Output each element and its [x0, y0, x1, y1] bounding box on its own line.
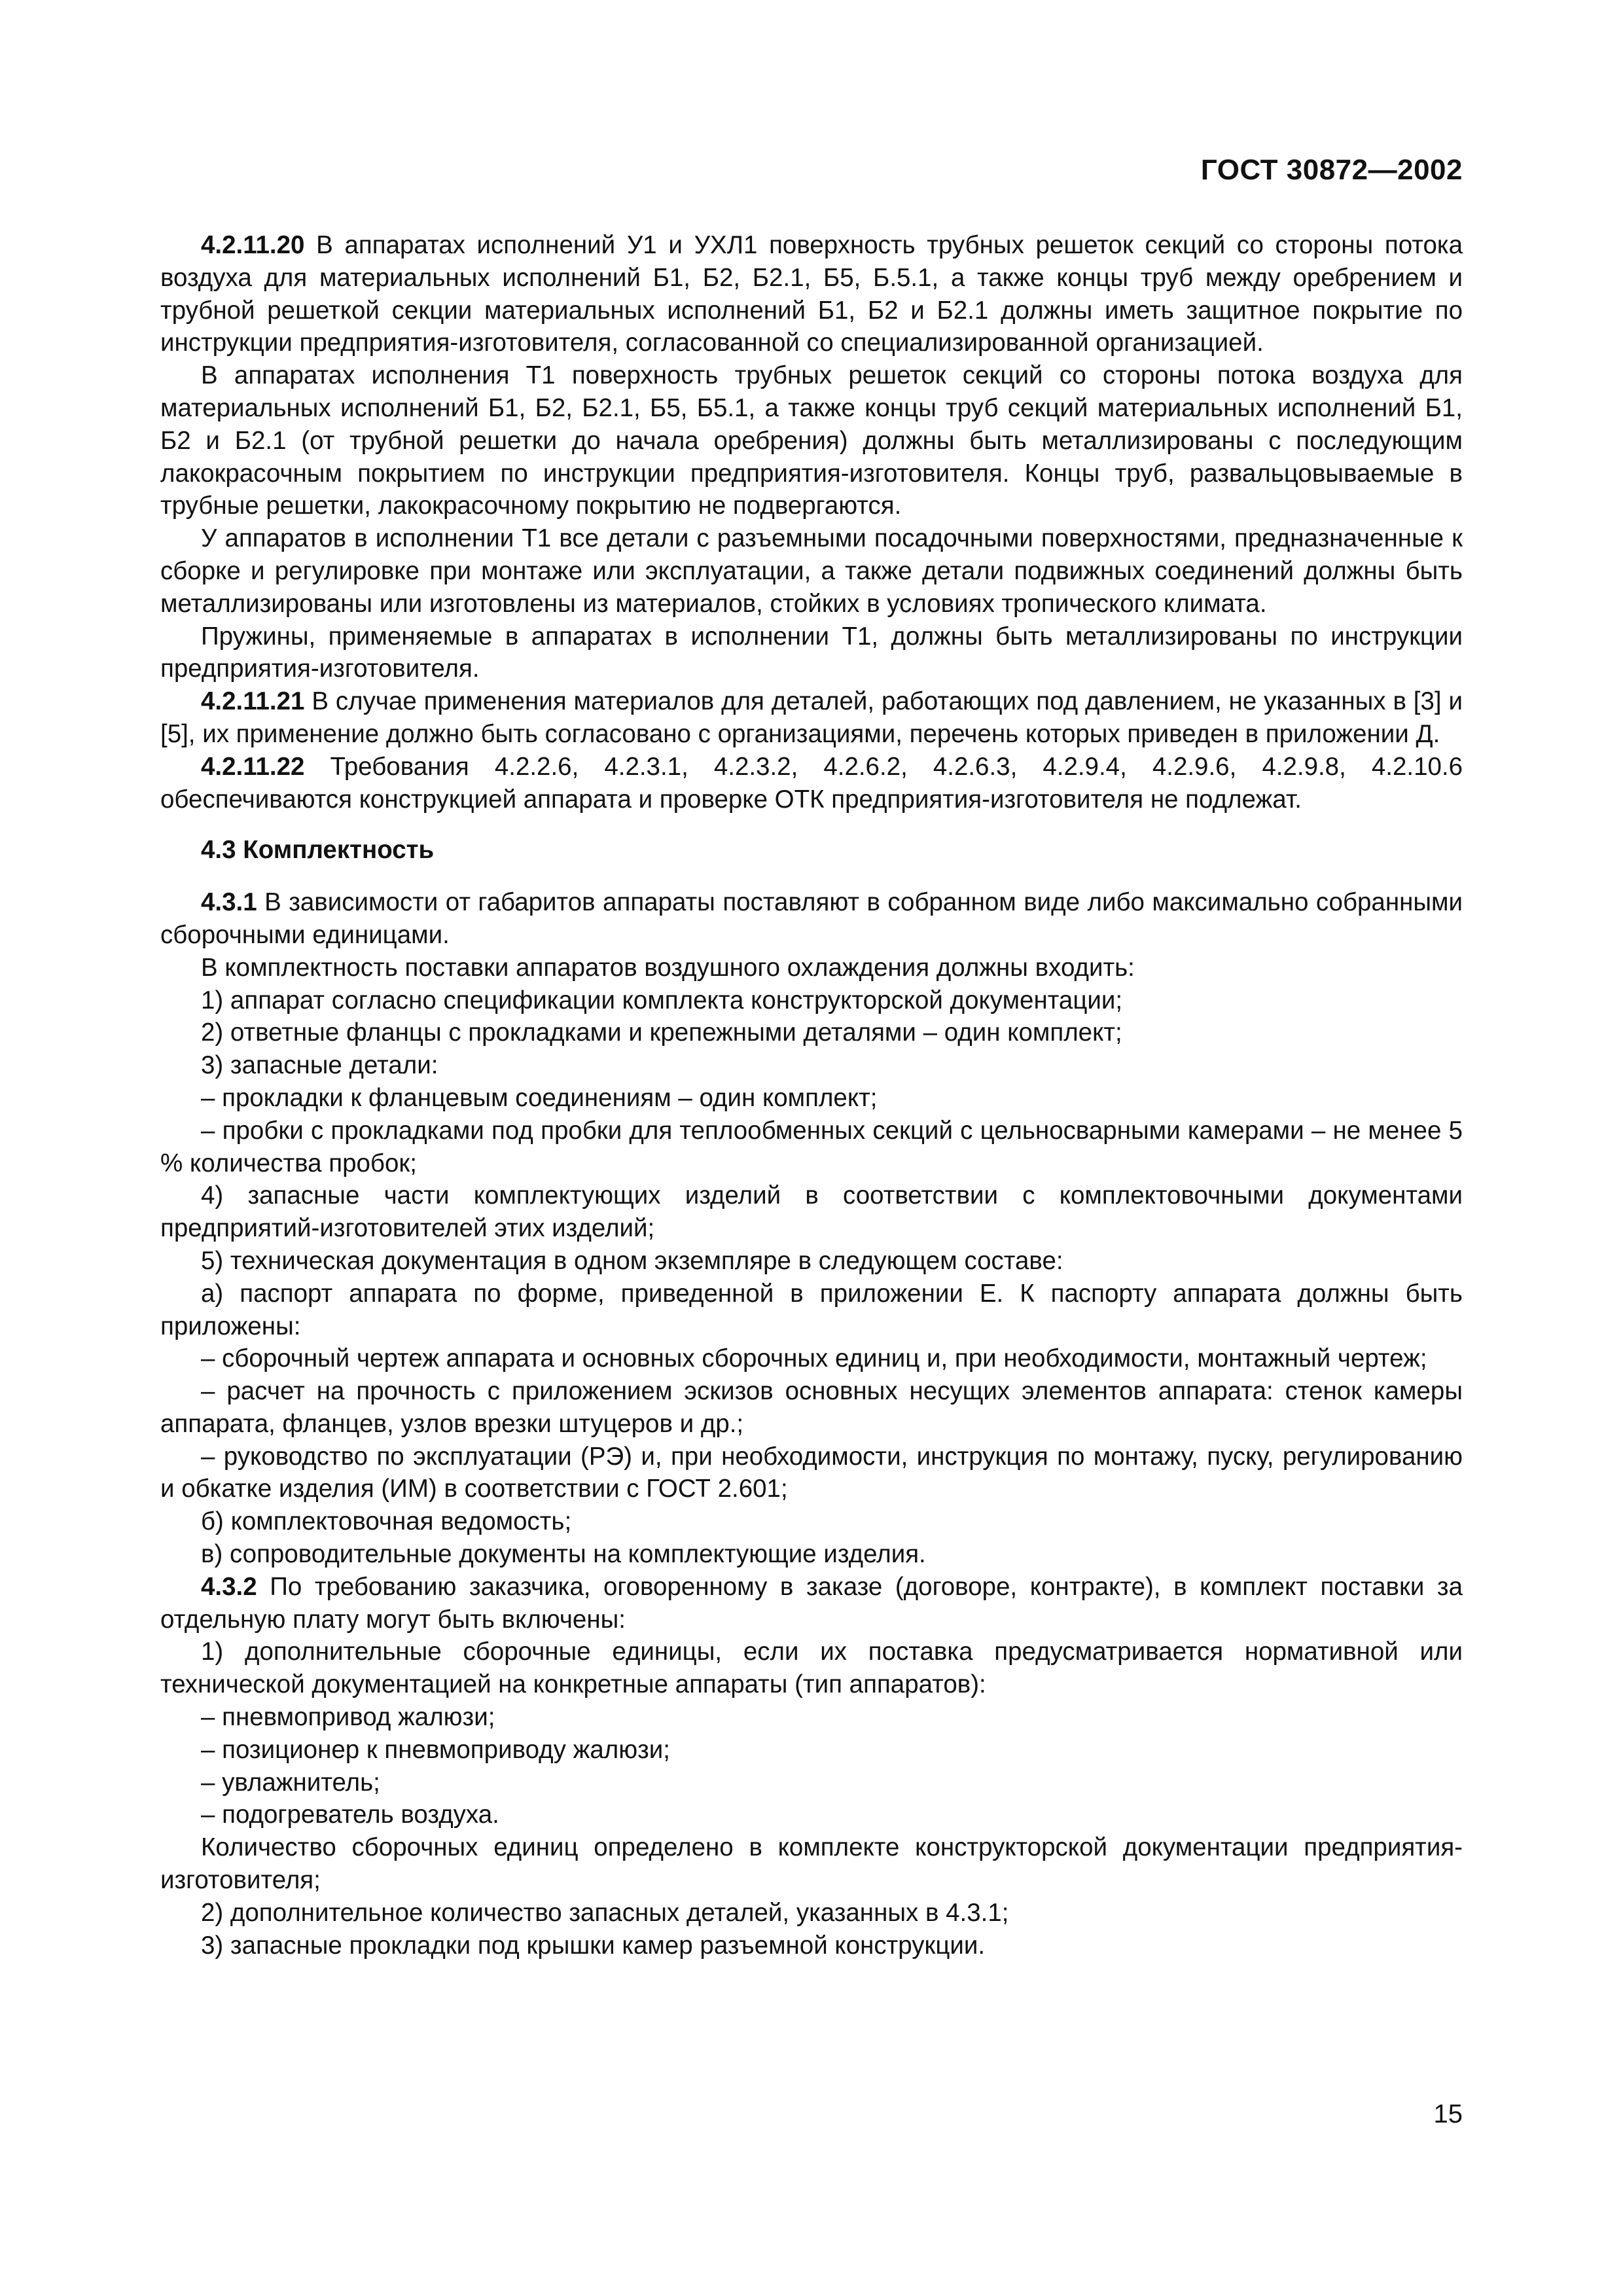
list-item — [160, 1375, 1463, 1441]
paragraph — [160, 359, 1463, 522]
clause-number: 4.3.2 — [201, 1572, 257, 1601]
list-item-text: 3) запасные прокладки под крышки камер разъемной конструкции. — [201, 1931, 986, 1960]
paragraph-text: Количество сборочных единиц определено в комплекте конструкторской документации предприятия-изготовителя; — [160, 1833, 1463, 1895]
paragraph-text: В аппаратах исполнения Т1 поверхность трубных решеток секций со стороны потока воздуха для материальных исполнений Б1, Б2, Б2.1, Б5, Б5.1, а также концы труб секций материальных исполнений Б1, Б2 и Б2.1 (от трубной решетки до начала оребрения) должны быть металлизированы с последующим лакокрасочным покрытием по инструкции предприятия-изготовителя. Концы труб, развальцовываемые в трубные решетки, лакокрасочному покрытию не подвергаются. — [160, 361, 1463, 520]
list-item-text: – увлажнитель; — [201, 1768, 380, 1797]
list-item-text: – позиционер к пневмоприводу жалюзи; — [201, 1735, 670, 1764]
paragraph-4-3-1 — [160, 886, 1463, 952]
paragraph-text: Пружины, применяемые в аппаратах в исполнении Т1, должны быть металлизированы по инструкции предприятия-изготовителя. — [160, 622, 1463, 683]
paragraph-4-2-11-20 — [160, 229, 1463, 359]
list-item — [160, 1278, 1463, 1343]
list-item-text: 2) дополнительное количество запасных деталей, указанных в 4.3.1; — [201, 1898, 1009, 1927]
list-item — [160, 1016, 1463, 1049]
list-item-text: – сборочный чертеж аппарата и основных сборочных единиц и, при необходимости, монтажный чертеж; — [201, 1344, 1427, 1373]
list-item — [160, 1082, 1463, 1115]
list-item-text: – прокладки к фланцевым соединениям – один комплект; — [201, 1083, 878, 1112]
list-item-text: 1) аппарат согласно спецификации комплекта конструкторской документации; — [201, 986, 1123, 1014]
clause-number: 4.2.11.21 — [201, 687, 305, 716]
list-item — [160, 1245, 1463, 1278]
paragraph-text: В комплектность поставки аппаратов воздушного охлаждения должны входить: — [201, 953, 1135, 982]
list-item — [160, 1538, 1463, 1571]
list-item-text: – пневмопривод жалюзи; — [201, 1703, 495, 1732]
paragraph-text: По требованию заказчика, оговоренному в заказе (договоре, контракте), в комплект поставки за отдельную плату могут быть включены: — [160, 1572, 1463, 1634]
list-item-text: 5) техническая документация в одном экземпляре в следующем составе: — [201, 1246, 1063, 1275]
section-title: 4.3 Комплектность — [201, 836, 435, 865]
document-code-header: ГОСТ 30872—2002 — [1200, 154, 1463, 186]
list-item — [160, 1897, 1463, 1929]
paragraph-4-2-11-21 — [160, 685, 1463, 751]
paragraph-text: В случае применения материалов для деталей, работающих под давлением, не указанных в [3] и [5], их применение должно быть согласовано с организациями, перечень которых приведен в приложении Д. — [160, 687, 1463, 748]
list-item — [160, 1701, 1463, 1734]
list-item-text: б) комплектовочная ведомость; — [201, 1507, 572, 1536]
clause-number: 4.2.11.22 — [201, 752, 305, 781]
paragraph — [160, 1831, 1463, 1897]
paragraph-text: Требования 4.2.2.6, 4.2.3.1, 4.2.3.2, 4.2.6.2, 4.2.6.3, 4.2.9.4, 4.2.9.6, 4.2.9.8, 4.2.10.6 обеспечиваются конструкцией аппарата и проверке ОТК предприятия-изготовителя не подлежат. — [160, 752, 1463, 814]
list-item-text: – руководство по эксплуатации (РЭ) и, при необходимости, инструкция по монтажу, пуску, регулированию и обкатке изделия (ИМ) в соответствии с ГОСТ 2.601; — [160, 1442, 1463, 1503]
list-item-text: в) сопроводительные документы на комплектующие изделия. — [201, 1540, 926, 1569]
list-item-text: 1) дополнительные сборочные единицы, если их поставка предусматривается нормативной или технической документацией на конкретные аппараты (тип аппаратов): — [160, 1638, 1463, 1699]
list-item — [160, 1115, 1463, 1180]
list-item-text: 4) запасные части комплектующих изделий в соответствии с комплектовочными документами предприятий-изготовителей этих изделий; — [160, 1181, 1463, 1243]
paragraph-4-3-2 — [160, 1571, 1463, 1636]
paragraph — [160, 620, 1463, 686]
list-item — [160, 1179, 1463, 1245]
list-item — [160, 1049, 1463, 1082]
list-item — [160, 1767, 1463, 1799]
clause-number: 4.3.1 — [201, 888, 257, 917]
list-item-text: а) паспорт аппарата по форме, приведенной в приложении Е. К паспорту аппарата должны быть приложены: — [160, 1279, 1463, 1340]
paragraph — [160, 522, 1463, 620]
list-item — [160, 1799, 1463, 1831]
paragraph-text: У аппаратов в исполнении Т1 все детали с разъемными посадочными поверхностями, предназначенные к сборке и регулировке при монтаже или эксплуатации, а также детали подвижных соединений должны быть металлизированы или изготовлены из материалов, стойких в условиях тропического климата. — [160, 524, 1463, 618]
list-item-text: – подогреватель воздуха. — [201, 1801, 499, 1829]
page-body — [160, 229, 1463, 1962]
list-item — [160, 1636, 1463, 1701]
list-item-text: – пробки с прокладками под пробки для теплообменных секций с цельносварными камерами – не менее 5 % количества пробок; — [160, 1116, 1463, 1177]
clause-number: 4.2.11.20 — [201, 231, 305, 259]
page-number: 15 — [1433, 2100, 1463, 2128]
paragraph-4-2-11-22 — [160, 751, 1463, 816]
list-item — [160, 1342, 1463, 1375]
list-item — [160, 1505, 1463, 1538]
list-item — [160, 1929, 1463, 1962]
paragraph — [160, 952, 1463, 984]
list-item — [160, 1734, 1463, 1767]
list-item-text: – расчет на прочность с приложением эскизов основных несущих элементов аппарата: стенок камеры аппарата, фланцев, узлов врезки штуцеров и др.; — [160, 1377, 1463, 1438]
paragraph-text: В аппаратах исполнений У1 и УХЛ1 поверхность трубных решеток секций со стороны потока воздуха для материальных исполнений Б1, Б2, Б2.1, Б5, Б.5.1, а также концы труб между оребрением и трубной решеткой секции материальных исполнений Б1, Б2 и Б2.1 должны иметь защитное покрытие по инструкции предприятия-изготовителя, согласованной со специализированной организацией. — [160, 231, 1463, 357]
list-item-text: 2) ответные фланцы с прокладками и крепежными деталями – один комплект; — [201, 1018, 1122, 1047]
list-item — [160, 984, 1463, 1017]
list-item-text: 3) запасные детали: — [201, 1051, 438, 1080]
paragraph-text: В зависимости от габаритов аппараты поставляют в собранном виде либо максимально собранными сборочными единицами. — [160, 888, 1463, 949]
list-item — [160, 1441, 1463, 1506]
